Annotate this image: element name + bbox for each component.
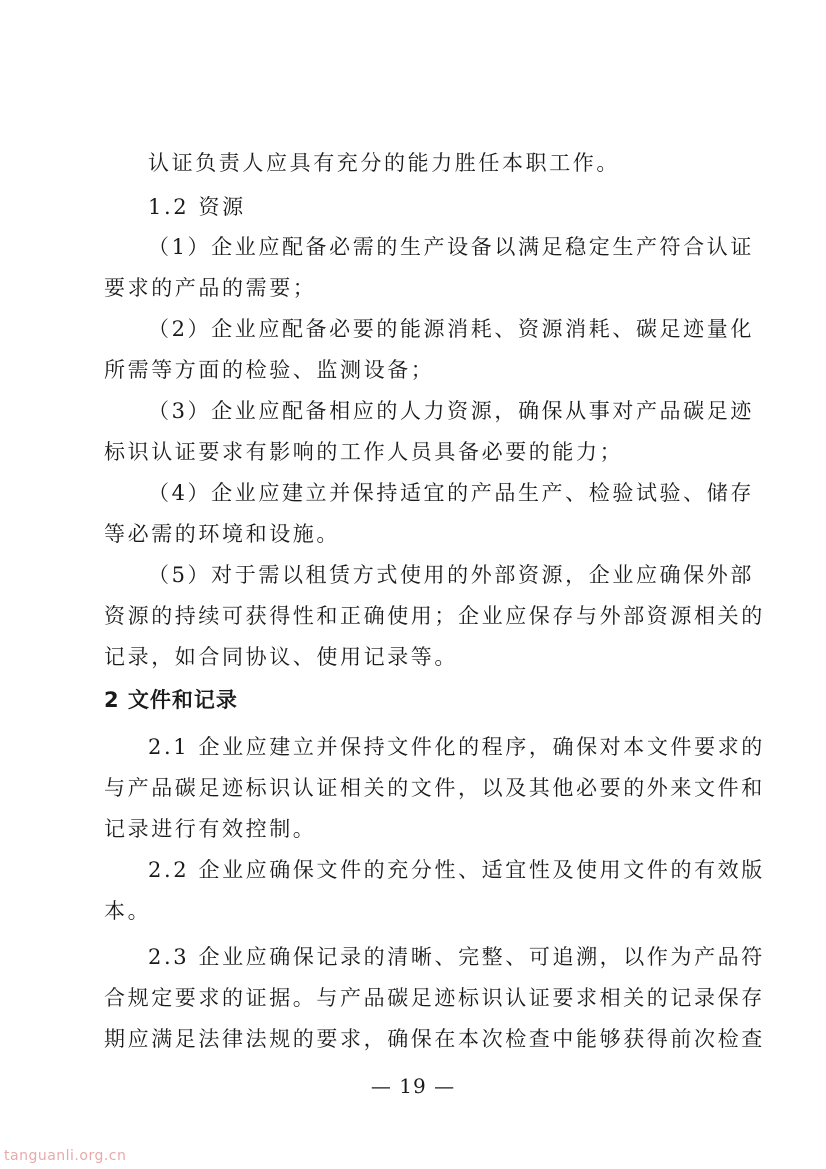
paragraph-line: 记录，如合同协议、使用记录等。 <box>104 645 458 669</box>
watermark: tanguanli.org.cn <box>4 1148 127 1164</box>
paragraph-line: 2.2 企业应确保文件的充分性、适宜性及使用文件的有效版 <box>148 858 765 882</box>
section-heading-2: 2 文件和记录 <box>104 688 238 712</box>
paragraph-line: （2）企业应配备必要的能源消耗、资源消耗、碳足迹量化 <box>148 317 754 341</box>
page-number: — 19 — <box>370 1074 456 1098</box>
paragraph-line: （1）企业应配备必需的生产设备以满足稳定生产符合认证 <box>148 235 754 259</box>
section-heading-1-2: 1.2 资源 <box>148 195 246 219</box>
paragraph-line: 所需等方面的检验、监测设备； <box>104 358 435 382</box>
paragraph-line: 资源的持续可获得性和正确使用；企业应保存与外部资源相关的 <box>104 604 765 628</box>
paragraph-line: 本。 <box>104 899 152 923</box>
paragraph-line: 等必需的环境和设施。 <box>104 522 340 546</box>
paragraph-line: 2.3 企业应确保记录的清晰、完整、可追溯，以作为产品符 <box>148 945 765 969</box>
paragraph-line: （5）对于需以租赁方式使用的外部资源，企业应确保外部 <box>148 563 754 587</box>
paragraph-line: 记录进行有效控制。 <box>104 817 317 841</box>
paragraph-line: 合规定要求的证据。与产品碳足迹标识认证要求相关的记录保存 <box>104 986 765 1010</box>
paragraph-line: 要求的产品的需要； <box>104 276 317 300</box>
paragraph-line: 期应满足法律法规的要求，确保在本次检查中能够获得前次检查 <box>104 1027 765 1051</box>
paragraph-line: 与产品碳足迹标识认证相关的文件，以及其他必要的外来文件和 <box>104 776 765 800</box>
paragraph-line: （4）企业应建立并保持适宜的产品生产、检验试验、储存 <box>148 481 754 505</box>
paragraph-line: 标识认证要求有影响的工作人员具备必要的能力； <box>104 440 624 464</box>
paragraph-line: 2.1 企业应建立并保持文件化的程序，确保对本文件要求的 <box>148 735 765 759</box>
paragraph-line: 认证负责人应具有充分的能力胜任本职工作。 <box>148 151 620 175</box>
paragraph-line: （3）企业应配备相应的人力资源，确保从事对产品碳足迹 <box>148 399 754 423</box>
